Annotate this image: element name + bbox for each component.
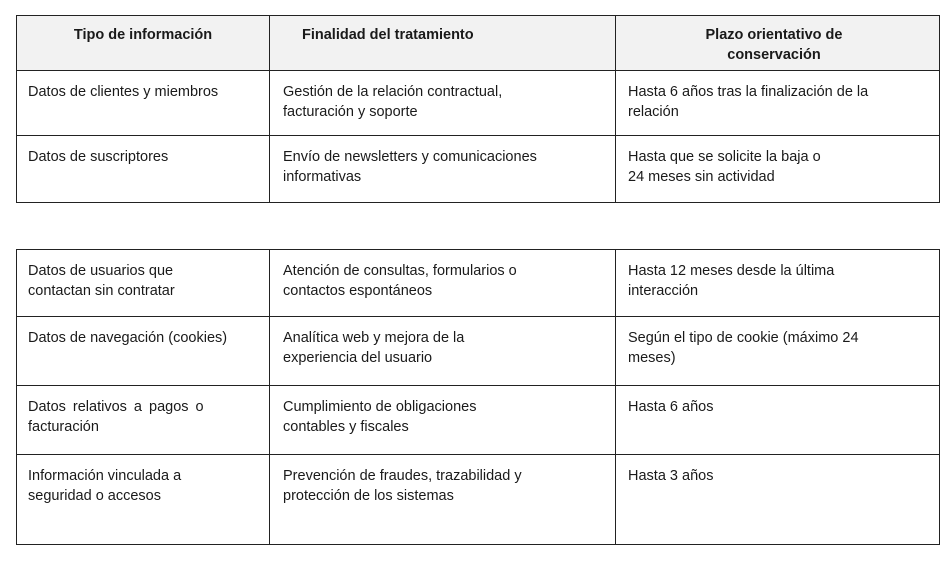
tipo-text-line1: Datos relativos a pagos o [28, 399, 204, 415]
tipo-text: Datos de clientes y miembros [28, 84, 219, 100]
plazo-text-line2: 24 meses sin actividad [628, 169, 775, 185]
finalidad-text-line2: contactos espontáneos [283, 283, 433, 299]
header-tipo-label: Tipo de información [73, 27, 213, 43]
table-header-row [17, 16, 940, 71]
finalidad-text-line2: contables y fiscales [283, 419, 409, 435]
finalidad-text-line1: Atención de consultas, formularios o [283, 263, 517, 279]
cell-tipo [17, 386, 270, 455]
cell-plazo [616, 71, 940, 136]
table-row [17, 250, 940, 317]
cell-tipo [17, 317, 270, 386]
plazo-text-line1: Hasta 12 meses desde la última [628, 263, 835, 279]
plazo-text-line1: Hasta 3 años [628, 468, 714, 484]
cell-tipo [17, 71, 270, 136]
finalidad-text-line1: Gestión de la relación contractual, [283, 84, 503, 100]
plazo-text-line1: Hasta que se solicite la baja o [628, 149, 821, 165]
tipo-text-line1: Datos de usuarios que [28, 263, 174, 279]
tipo-text-line1: Información vinculada a [28, 468, 182, 484]
finalidad-text-line2: protección de los sistemas [283, 488, 454, 504]
plazo-text-line1: Hasta 6 años tras la finalización de la [628, 84, 869, 100]
tipo-text-line2: seguridad o accesos [28, 488, 161, 504]
tipo-text-line2: facturación [28, 419, 99, 435]
cell-plazo [616, 136, 940, 203]
header-plazo [616, 16, 940, 71]
cell-finalidad [270, 71, 616, 136]
plazo-text-line2: relación [628, 104, 679, 120]
table-row [17, 455, 940, 545]
cell-tipo [17, 455, 270, 545]
tipo-text-line1: Datos de navegación (cookies) [28, 330, 228, 346]
retention-table-top [16, 15, 940, 203]
finalidad-text-line1: Analítica web y mejora de la [283, 330, 465, 346]
plazo-text-line2: meses) [628, 350, 676, 366]
cell-plazo [616, 317, 940, 386]
cell-finalidad [270, 136, 616, 203]
finalidad-text-line2: facturación y soporte [283, 104, 418, 120]
finalidad-text-line1: Cumplimiento de obligaciones [283, 399, 477, 415]
tipo-text-line2: contactan sin contratar [28, 283, 175, 299]
retention-table-bottom [16, 249, 940, 545]
finalidad-text-line1: Prevención de fraudes, trazabilidad y [283, 468, 522, 484]
table-row [17, 71, 940, 136]
plazo-text-line2: interacción [628, 283, 699, 299]
table-row [17, 317, 940, 386]
finalidad-text-line1: Envío de newsletters y comunicaciones [283, 149, 537, 165]
plazo-text-line1: Según el tipo de cookie (máximo 24 [628, 330, 859, 346]
header-finalidad-label: Finalidad del tratamiento [302, 27, 474, 43]
cell-tipo [17, 136, 270, 203]
tipo-text: Datos de suscriptores [28, 149, 169, 165]
table-row [17, 136, 940, 203]
cell-finalidad [270, 386, 616, 455]
cell-tipo [17, 250, 270, 317]
plazo-text-line1: Hasta 6 años [628, 399, 714, 415]
cell-plazo [616, 250, 940, 317]
finalidad-text-line2: experiencia del usuario [283, 350, 433, 366]
cell-finalidad [270, 250, 616, 317]
header-plazo-label-line1: Plazo orientativo de [705, 27, 843, 43]
header-plazo-label-line2: conservación [727, 47, 821, 63]
table-row [17, 386, 940, 455]
finalidad-text-line2: informativas [283, 169, 362, 185]
header-finalidad [270, 16, 616, 71]
cell-plazo [616, 386, 940, 455]
cell-finalidad [270, 455, 616, 545]
cell-plazo [616, 455, 940, 545]
cell-finalidad [270, 317, 616, 386]
header-tipo [17, 16, 270, 71]
